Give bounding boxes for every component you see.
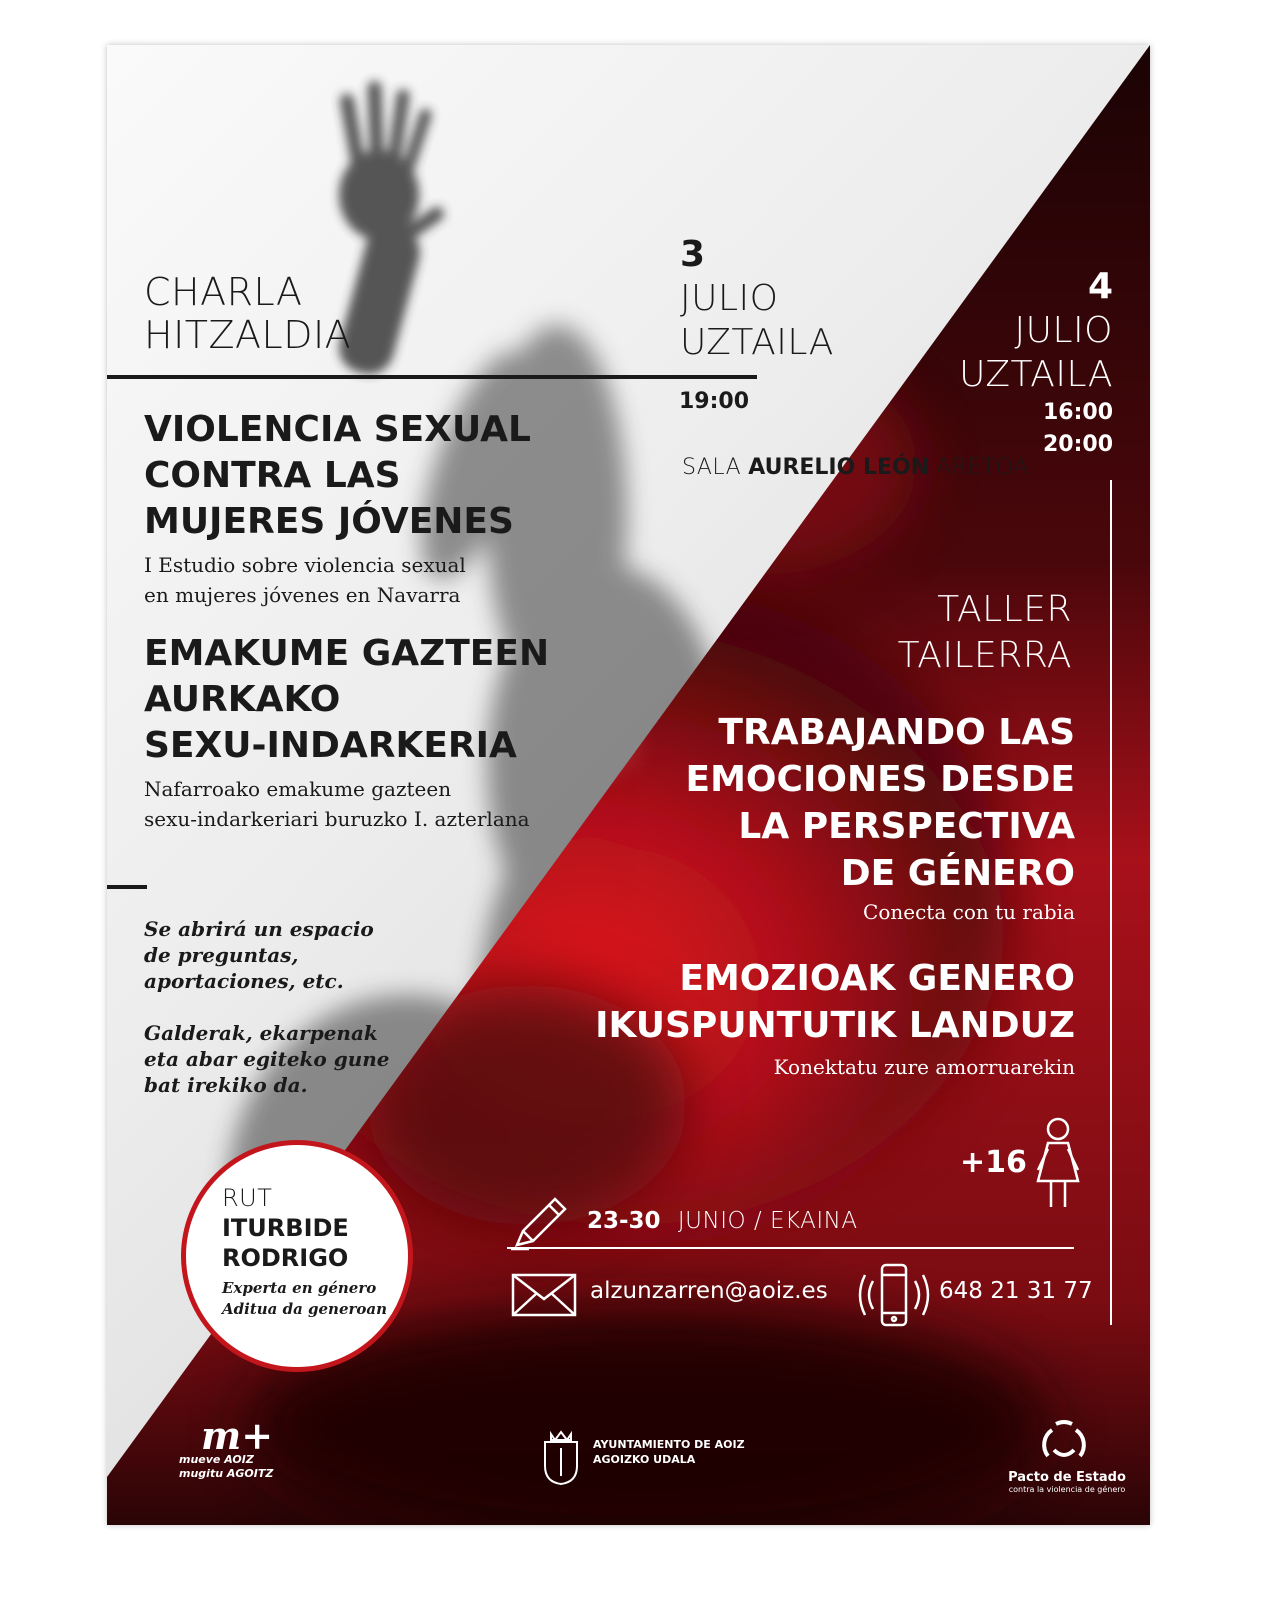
note-line: Se abrirá un espacio	[144, 917, 374, 941]
title-line: AURKAKO	[144, 679, 341, 720]
speaker-last-name-2: RODRIGO	[222, 1244, 349, 1272]
taller-month-es: JULIO	[1014, 310, 1113, 351]
logo-line: Pacto de Estado	[1008, 1470, 1126, 1485]
note-line: de preguntas,	[144, 943, 299, 967]
note-line: bat irekiko da.	[144, 1073, 308, 1097]
title-line: CONTRA LAS	[144, 455, 401, 496]
charla-time: 19:00	[679, 389, 750, 414]
registration-dates: 23-30	[587, 1208, 661, 1234]
logo-line: contra la violencia de género	[1008, 1485, 1126, 1494]
note-line: Galderak, ekarpenak	[144, 1021, 378, 1045]
pencil-icon	[509, 1195, 569, 1253]
speaker-role-eu: Aditua da generoan	[222, 1300, 388, 1318]
charla-type-eu: HITZALDIA	[144, 313, 352, 357]
registration-divider	[507, 1247, 1074, 1249]
registration-period	[587, 1208, 858, 1234]
phone-icon[interactable]	[857, 1263, 931, 1327]
charla-subtitle-eu	[144, 774, 530, 834]
contact-phone[interactable]: 648 21 31 77	[939, 1278, 1093, 1304]
envelope-icon[interactable]	[511, 1273, 577, 1317]
taller-type-eu: TAILERRA	[897, 635, 1072, 676]
logo-line: AYUNTAMIENTO DE AOIZ	[593, 1438, 745, 1451]
taller-time-1: 16:00	[1042, 400, 1113, 425]
charla-type-es: CHARLA	[144, 270, 303, 314]
shield-crest-icon	[541, 1430, 581, 1486]
taller-type-es: TALLER	[937, 589, 1072, 630]
title-line: DE GÉNERO	[840, 853, 1075, 894]
note-line: eta abar egiteko gune	[144, 1047, 390, 1071]
charla-divider	[107, 375, 757, 379]
title-line: EMOZIOAK GENERO	[679, 958, 1075, 999]
title-line: MUJERES JÓVENES	[144, 501, 514, 542]
speaker-badge	[181, 1140, 413, 1372]
registration-month: JUNIO / EKAINA	[677, 1208, 858, 1234]
contact-email[interactable]: alzunzarren@aoiz.es	[590, 1278, 828, 1304]
charla-month-eu: UZTAILA	[680, 322, 834, 363]
short-divider	[107, 885, 147, 889]
charla-title-es	[144, 407, 531, 545]
subtitle-line: sexu-indarkeriari buruzko I. azterlana	[144, 807, 530, 831]
taller-title-eu	[527, 955, 1075, 1049]
title-line: VIOLENCIA SEXUAL	[144, 409, 531, 450]
speaker-last-name-1: ITURBIDE	[222, 1214, 349, 1242]
title-line: EMAKUME GAZTEEN	[144, 633, 550, 674]
charla-note-es	[144, 916, 374, 994]
taller-vertical-line	[1110, 480, 1112, 1325]
ayuntamiento-logo-text	[593, 1437, 745, 1467]
subtitle-line: I Estudio sobre violencia sexual	[144, 553, 466, 577]
venue-name: AURELIO LEÓN	[748, 455, 930, 480]
charla-day: 3	[680, 234, 706, 275]
charla-subtitle-es	[144, 550, 466, 610]
subtitle-line: en mujeres jóvenes en Navarra	[144, 583, 461, 607]
venue-prefix: SALA	[682, 455, 742, 480]
logo-line: mueve AOIZ	[179, 1453, 254, 1466]
charla-month-es: JULIO	[680, 278, 779, 319]
title-line: IKUSPUNTUTIK LANDUZ	[595, 1005, 1075, 1046]
poster: CHARLA HITZALDIA 3 JULIO UZTAILA 19:00 SALA AURELIO LEÓN ARETOA VIOLENCIA SEXUAL CONTRA LAS MUJERES JÓVENES I Estudio sobre violencia sexual en mujeres jóvenes en Navarra EMAKUME GAZTEEN AURKAKO SEXU-INDARKERIA Nafarroako emakume gazteen sexu-indarkeriari buruzko I. azterlana Se abrirá un espacio de preguntas, aportaciones, etc. Galderak, ekarpenak eta abar egiteko gune bat irekiko da. RUT ITURBIDE RODRIGO Experta en género Aditua da generoan 4 JULIO UZTAILA 16:00 20:00 TALLER TAILERRA TRABAJANDO LAS EMOCIONES DESDE LA PERSPECTIVA DE GÉNERO Conecta con tu rabia EMOZIOAK GENERO IKUSPUNTUTIK LANDUZ Konektatu zure amorruarekin +16 23-30 JUNIO / EKAINA alzunzarren@aoiz.es 648 21 31 77 m+ mueve AOIZ mugitu AGOITZ AYUNTAMIENTO DE AOIZ AGOIZKO UDALA Pacto de Estado contra la violencia de género	[107, 45, 1150, 1525]
charla-note-eu	[144, 1020, 390, 1098]
charla-title-eu	[144, 631, 549, 769]
title-line: LA PERSPECTIVA	[738, 806, 1075, 847]
title-line: TRABAJANDO LAS	[718, 712, 1075, 753]
speaker-first-name: RUT	[222, 1184, 273, 1212]
speaker-role-es: Experta en género	[222, 1279, 377, 1297]
logo-line: AGOIZKO UDALA	[593, 1453, 696, 1466]
taller-title-es	[527, 709, 1075, 897]
taller-subtitle-eu: Konektatu zure amorruarekin	[773, 1055, 1075, 1079]
taller-day: 4	[1087, 266, 1113, 307]
taller-subtitle-es: Conecta con tu rabia	[863, 900, 1075, 924]
title-line: SEXU-INDARKERIA	[144, 725, 517, 766]
venue-suffix: ARETOA	[936, 455, 1029, 480]
woman-icon	[1032, 1115, 1084, 1210]
logo-line: mugitu AGOITZ	[179, 1467, 274, 1480]
pacto-logo-text	[1007, 1470, 1127, 1494]
taller-month-eu: UZTAILA	[959, 354, 1113, 395]
pacto-logo-icon	[1036, 1420, 1092, 1468]
taller-time-2: 20:00	[1042, 432, 1113, 457]
subtitle-line: Nafarroako emakume gazteen	[144, 777, 452, 801]
title-line: EMOCIONES DESDE	[685, 759, 1075, 800]
note-line: aportaciones, etc.	[144, 969, 344, 993]
age-limit: +16	[960, 1145, 1027, 1180]
